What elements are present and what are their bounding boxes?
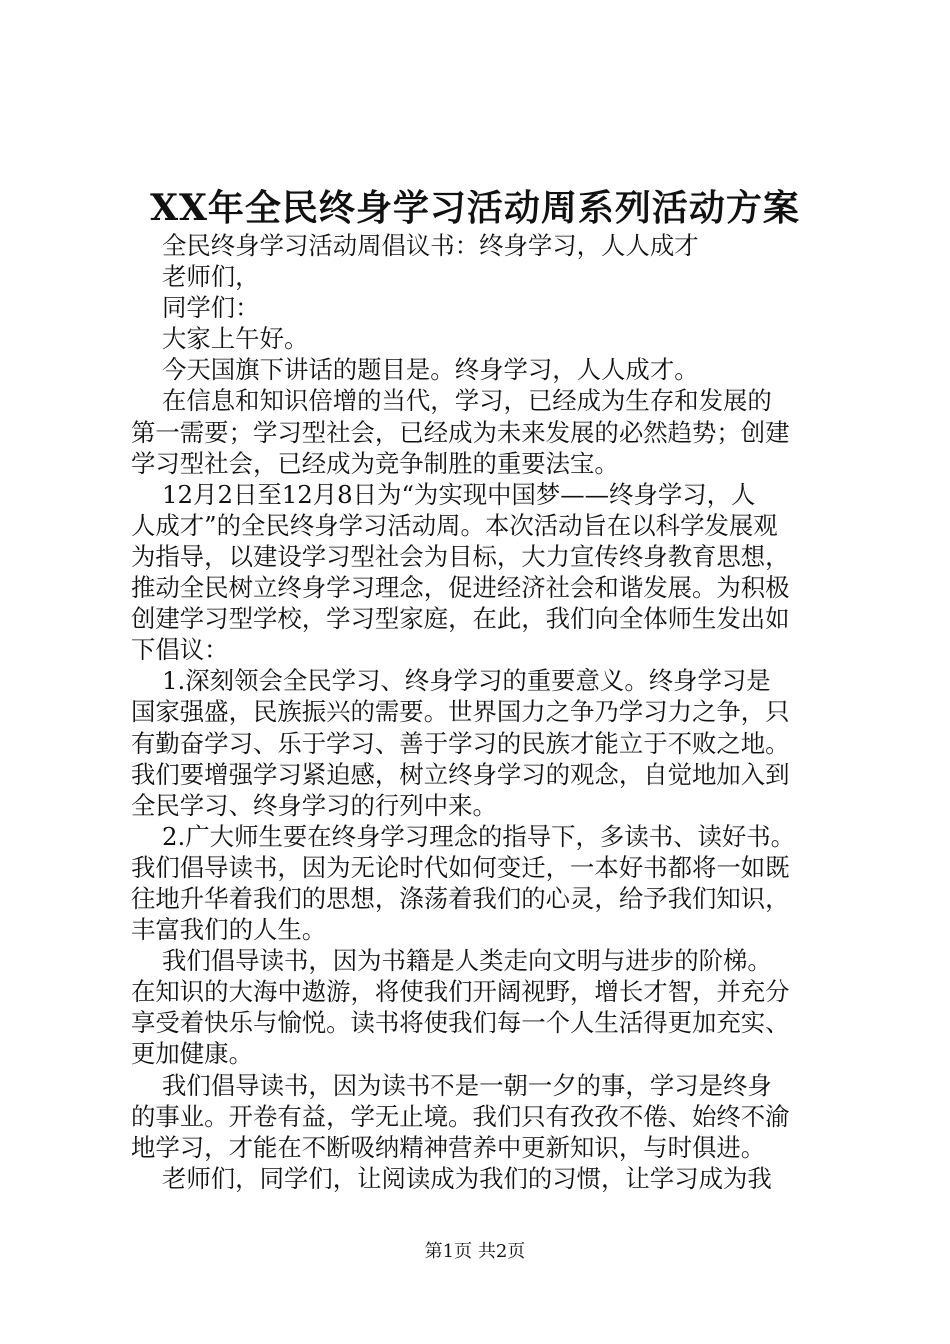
text-line: 学习型社会，已经成为竞争制胜的重要法宝。 — [131, 448, 619, 478]
text-line: 大家上午好。 — [131, 324, 309, 354]
page-footer: 第1页 共2页 — [424, 1241, 526, 1262]
text-line: 有勤奋学习、乐于学习、善于学习的民族才能立于不败之地。 — [131, 728, 790, 758]
text-line: 今天国旗下讲话的题目是。终身学习，人人成才。 — [131, 355, 699, 385]
text-line: 同学们： — [131, 293, 260, 323]
text-line: 创建学习型学校，学习型家庭，在此，我们向全体师生发出如 — [131, 604, 790, 634]
text-line: 丰富我们的人生。 — [131, 915, 327, 945]
text-line: 人成才”的全民终身学习活动周。本次活动旨在以科学发展观 — [131, 510, 778, 540]
text-line: 为指导，以建设学习型社会为目标，大力宣传终身教育思想， — [131, 541, 790, 571]
page-title: XX年全民终身学习活动周系列活动方案 — [150, 187, 800, 229]
text-line: 的事业。开卷有益，学无止境。我们只有孜孜不倦、始终不渝 — [131, 1101, 790, 1131]
text-line: 全民终身学习活动周倡议书：终身学习，人人成才 — [131, 231, 699, 260]
text-line: 我们要增强学习紧迫感，树立终身学习的观念，自觉地加入到 — [131, 759, 790, 789]
text-line: 更加健康。 — [131, 1039, 253, 1069]
text-line: 全民学习、终身学习的行列中来。 — [131, 790, 497, 820]
text-line: 享受着快乐与愉悦。读书将使我们每一个人生活得更加充实、 — [131, 1008, 790, 1038]
text-line: 下倡议： — [131, 635, 229, 665]
text-line: 2.广大师生要在终身学习理念的指导下，多读书、读好书。 — [131, 821, 796, 851]
text-line: 往地升华着我们的思想，涤荡着我们的心灵，给予我们知识， — [131, 883, 790, 913]
text-line: 地学习，才能在不断吸纳精神营养中更新知识，与时俱进。 — [131, 1132, 766, 1162]
text-line: 12月2日至12月8日为“为实现中国梦——终身学习，人 — [131, 479, 756, 509]
text-line: 我们倡导读书，因为无论时代如何变迁，一本好书都将一如既 — [131, 852, 790, 882]
text-line: 在信息和知识倍增的当代，学习，已经成为生存和发展的 — [131, 386, 772, 416]
text-line: 在知识的大海中遨游，将使我们开阔视野，增长才智，并充分 — [131, 977, 790, 1007]
text-line: 第一需要；学习型社会，已经成为未来发展的必然趋势；创建 — [131, 417, 790, 447]
text-line: 国家强盛，民族振兴的需要。世界国力之争乃学习力之争，只 — [131, 697, 790, 727]
document-body — [131, 230, 831, 1194]
text-line: 我们倡导读书，因为读书不是一朝一夕的事，学习是终身 — [131, 1070, 772, 1100]
text-line: 我们倡导读书，因为书籍是人类走向文明与进步的阶梯。 — [131, 946, 772, 976]
text-line: 推动全民树立终身学习理念，促进经济社会和谐发展。为积极 — [131, 573, 790, 603]
text-line: 1.深刻领会全民学习、终身学习的重要意义。终身学习是 — [131, 666, 771, 696]
text-line: 老师们， — [131, 262, 260, 292]
text-line: 老师们，同学们，让阅读成为我们的习惯，让学习成为我 — [131, 1163, 772, 1193]
